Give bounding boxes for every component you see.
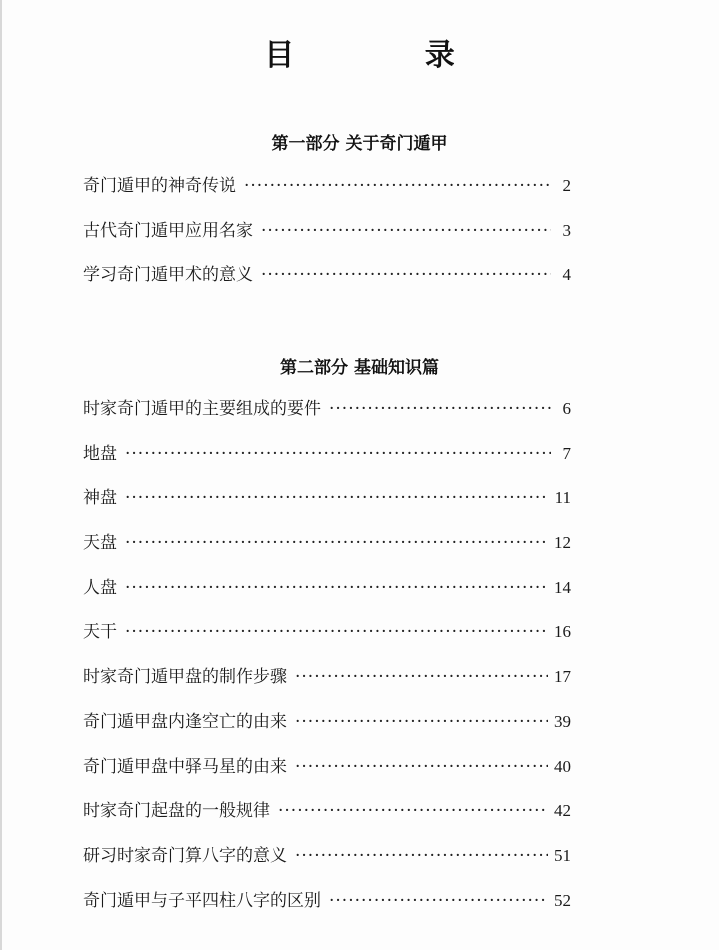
page-title: 目 录 — [264, 38, 515, 73]
toc-entry-page: 16 — [554, 622, 571, 642]
toc-leader-dots — [125, 486, 549, 510]
toc-entry-page: 52 — [554, 890, 571, 910]
section-heading-part1: 第一部分 关于奇门遁甲 — [271, 134, 448, 154]
toc-entry-title: 神盘 — [83, 488, 117, 509]
toc-entry-title: 人盘 — [83, 577, 117, 598]
toc-entry-page: 12 — [554, 533, 571, 553]
toc-entry-title: 奇门遁甲的神奇传说 — [83, 176, 236, 196]
toc-entry-title: 奇门遁甲盘内逢空亡的由来 — [83, 711, 287, 732]
toc-leader-dots — [329, 889, 548, 913]
toc-leader-dots — [125, 442, 551, 466]
toc-leader-dots — [278, 799, 548, 823]
toc-entry[interactable] — [83, 755, 571, 800]
toc-entry[interactable] — [83, 442, 571, 487]
toc-leader-dots — [295, 665, 548, 689]
toc-leader-dots — [261, 263, 551, 287]
toc-entry-title: 研习时家奇门算八字的意义 — [83, 845, 287, 866]
toc-leader-dots — [295, 710, 548, 734]
toc-leader-dots — [125, 576, 548, 600]
toc-leader-dots — [125, 620, 548, 644]
toc-entry[interactable] — [83, 710, 571, 755]
toc-entry[interactable] — [83, 219, 571, 264]
toc-entry[interactable] — [83, 799, 571, 844]
section-heading-part2: 第二部分 基础知识篇 — [280, 358, 439, 378]
toc-entry[interactable] — [83, 397, 571, 442]
toc-entry[interactable] — [83, 174, 571, 219]
toc-entry-title: 古代奇门遁甲应用名家 — [83, 220, 253, 241]
toc-entry-page: 7 — [562, 443, 571, 463]
toc-entry-page: 39 — [554, 711, 571, 731]
toc-entry-page: 17 — [554, 667, 571, 687]
toc-entry[interactable] — [83, 486, 571, 531]
toc-entry-title: 天干 — [83, 622, 117, 643]
toc-entry-page: 4 — [562, 265, 571, 285]
toc-entry-title: 时家奇门遁甲的主要组成的要件 — [83, 399, 321, 419]
toc-leader-dots — [295, 844, 548, 868]
toc-entry-title: 天盘 — [83, 533, 117, 554]
toc-entry-title: 地盘 — [83, 443, 117, 464]
toc-leader-dots — [329, 397, 551, 421]
toc-leader-dots — [261, 219, 551, 243]
toc-leader-dots — [295, 755, 548, 779]
toc-entry-page: 40 — [554, 756, 571, 776]
toc-entry-page: 3 — [562, 220, 571, 240]
toc-entry[interactable] — [83, 576, 571, 621]
toc-entry-page: 42 — [554, 801, 571, 821]
toc-entry-page: 51 — [554, 845, 571, 865]
toc-entry-title: 学习奇门遁甲术的意义 — [83, 265, 253, 286]
toc-entry[interactable] — [83, 844, 571, 889]
toc-entry[interactable] — [83, 531, 571, 576]
toc-entry-title: 奇门遁甲与子平四柱八字的区别 — [83, 890, 321, 911]
toc-entry[interactable] — [83, 263, 571, 308]
toc-entry[interactable] — [83, 665, 571, 710]
toc-entry-title: 时家奇门起盘的一般规律 — [83, 801, 270, 822]
toc-entry-page: 14 — [554, 577, 571, 597]
toc-entry-page: 11 — [554, 488, 571, 508]
toc-leader-dots — [125, 531, 548, 555]
toc-entry-title: 时家奇门遁甲盘的制作步骤 — [83, 667, 287, 688]
toc-entry[interactable] — [83, 889, 571, 934]
toc-list-part1 — [83, 174, 571, 308]
toc-entry-page: 6 — [562, 399, 571, 418]
toc-entry-page: 2 — [562, 176, 571, 195]
toc-entry-title: 奇门遁甲盘中驿马星的由来 — [83, 756, 287, 777]
toc-leader-dots — [244, 174, 551, 198]
toc-list-part2 — [83, 397, 571, 933]
toc-entry[interactable] — [83, 620, 571, 665]
